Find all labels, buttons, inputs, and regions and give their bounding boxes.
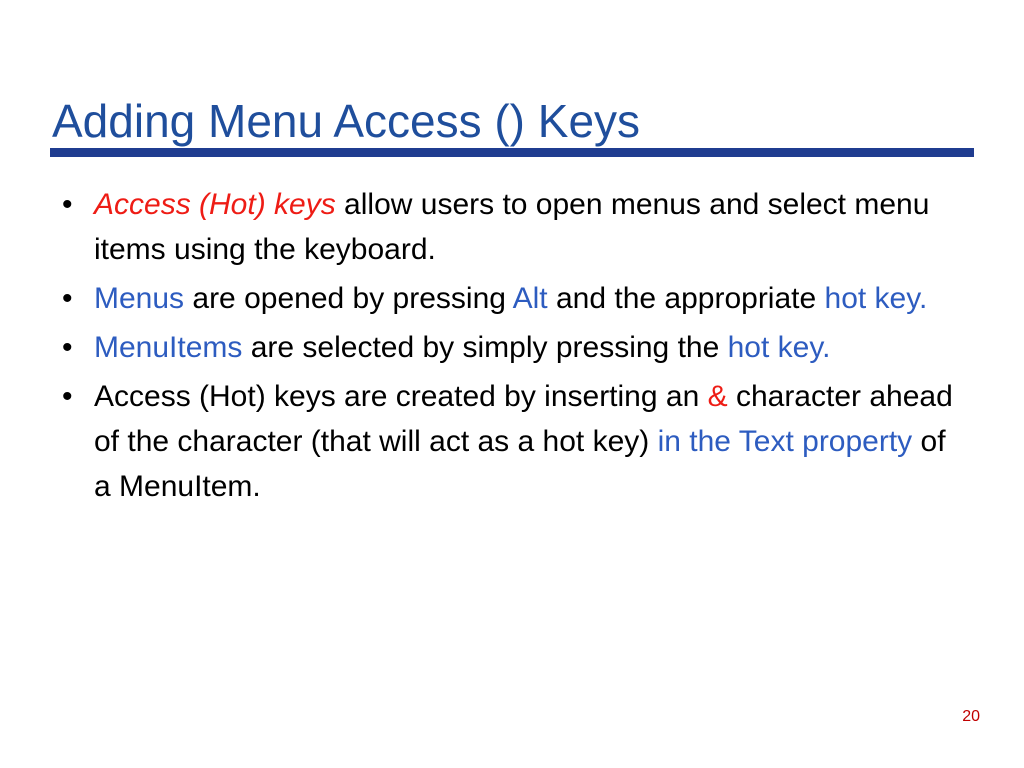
- text-segment: character ahead of the character (that will act as a hot key): [94, 380, 953, 458]
- text-segment: Access (Hot) keys: [94, 188, 336, 221]
- text-segment: are selected by simply pressing the: [242, 331, 728, 364]
- page-number: 20: [962, 708, 980, 725]
- title-divider: [50, 148, 974, 157]
- list-item: [56, 276, 968, 321]
- list-item: [56, 325, 968, 370]
- text-segment: &: [707, 380, 728, 413]
- text-segment: Menus: [94, 282, 185, 315]
- page-title: Adding Menu Access () Keys: [52, 94, 641, 147]
- list-item-text: [94, 325, 968, 370]
- list-item: [56, 182, 968, 272]
- bullet-marker: •: [62, 188, 73, 221]
- list-item-text: [94, 182, 968, 272]
- bullet-marker: •: [62, 331, 73, 364]
- text-segment: in the Text property: [657, 425, 913, 458]
- text-segment: hot key.: [824, 282, 928, 315]
- text-segment: hot key.: [727, 331, 831, 364]
- text-segment: are opened by pressing: [184, 282, 513, 315]
- list-item-text: [94, 374, 968, 509]
- text-segment: MenuItems: [94, 331, 243, 364]
- text-segment: of a MenuItem.: [94, 425, 946, 503]
- text-segment: allow users to open menus and select menu items using the keyboard.: [94, 188, 930, 266]
- text-segment: and the appropriate: [547, 282, 825, 315]
- bullet-list: [56, 182, 968, 513]
- text-segment: Access (Hot) keys are created by inserting an: [94, 380, 708, 413]
- bullet-marker: •: [62, 282, 73, 315]
- text-segment: Alt: [512, 282, 548, 315]
- list-item: [56, 374, 968, 509]
- bullet-marker: •: [62, 380, 73, 413]
- list-item-text: [94, 276, 968, 321]
